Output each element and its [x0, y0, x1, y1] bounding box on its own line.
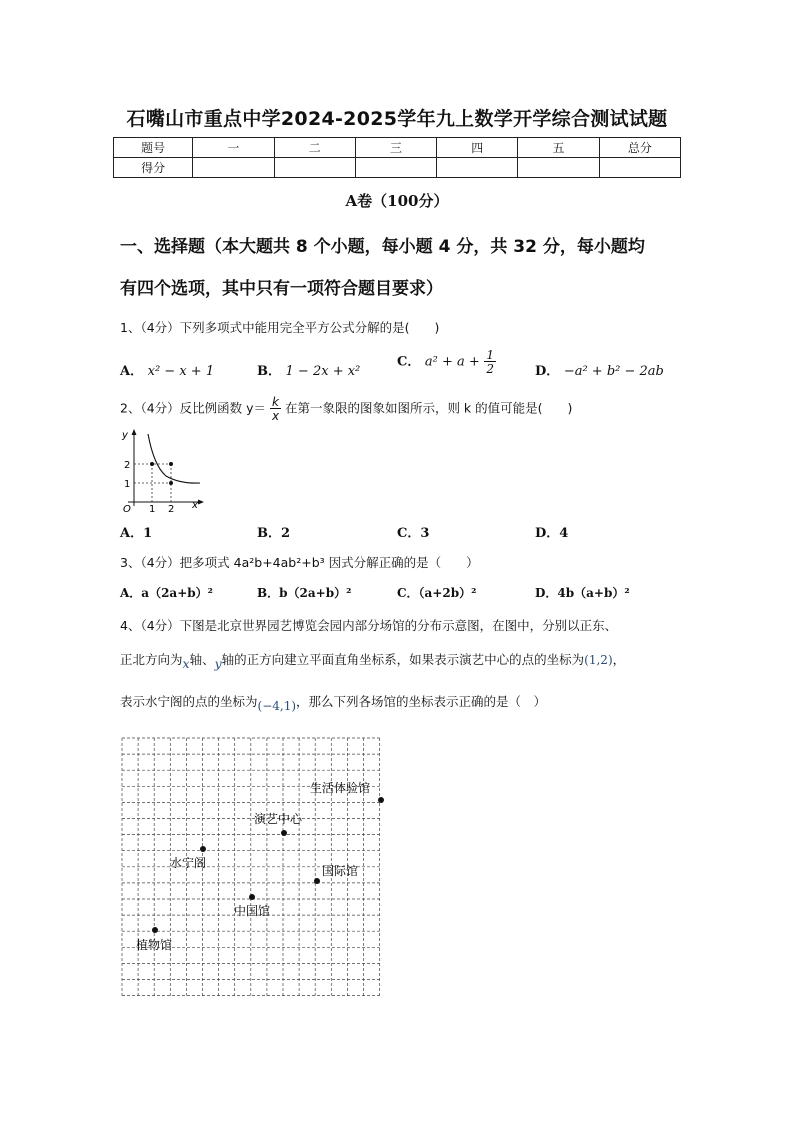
q2-graph [118, 426, 208, 514]
y-axis-label: y [122, 430, 128, 441]
q2-option-d: D．4 [535, 526, 569, 541]
venue-point-intl [314, 878, 320, 884]
option-label: B． [257, 364, 281, 379]
fraction-numerator: 1 [486, 348, 494, 362]
header-cell: 一 [193, 138, 274, 158]
part1-heading-line2: 有四个选项，其中只有一项符合题目要求） [120, 279, 443, 299]
q1-option-a [120, 360, 214, 379]
venue-map-grid [120, 736, 386, 998]
fraction-denominator: x [271, 409, 280, 423]
section-a-heading: A卷（100分） [345, 192, 449, 210]
q1-option-d [535, 360, 664, 379]
fraction [270, 396, 281, 422]
x-tick-2: 2 [168, 504, 175, 514]
q4-line2-text: 轴的正方向建立平面直角坐标系，如果表示演艺中心的点的坐标为 [221, 652, 585, 667]
score-table [113, 137, 681, 178]
venue-label-life: 生活体验馆 [310, 781, 371, 795]
y-axis-arrow [132, 429, 137, 435]
coordinate-shuining: (−4,1) [257, 699, 297, 713]
hyperbola-curve [148, 434, 200, 483]
score-cell[interactable] [355, 158, 436, 178]
option-label: C． [397, 354, 421, 370]
q2-stem-post: 在第一象限的图象如图所示，则 k 的值可能是( ) [284, 400, 573, 416]
venue-label-intl: 国际馆 [322, 864, 359, 878]
q4-line2-text: 正北方向为 [120, 652, 183, 667]
header-cell: 总分 [599, 138, 680, 158]
score-cell[interactable] [437, 158, 518, 178]
x-symbol: x [182, 656, 190, 671]
q2-option-c: C．3 [397, 526, 430, 541]
q4-line3-text: ，那么下列各场馆的坐标表示正确的是（ ） [296, 694, 547, 709]
q3-option-c: C．（a+2b）² [397, 586, 477, 600]
fraction-numerator: k [272, 395, 279, 409]
venue-point-life [378, 797, 384, 803]
header-cell: 题号 [114, 138, 193, 158]
exam-title: 石嘴山市重点中学2024-2025学年九上数学开学综合测试试题 [126, 108, 668, 130]
q1-option-b [257, 360, 360, 379]
q4-line2-text: ， [612, 652, 626, 667]
q4-line2 [120, 650, 680, 671]
y-tick-1: 1 [124, 479, 131, 490]
q3-stem: 3、（4分）把多项式 4a²b+4ab²+b³ 因式分解正确的是（ ） [120, 555, 479, 570]
option-label: A． [120, 364, 144, 379]
y-symbol: y [214, 656, 222, 671]
q3-option-a: A．a（2a+b）² [120, 586, 213, 600]
venue-point-shuining [200, 846, 206, 852]
q1-option-c [397, 349, 496, 375]
option-expression: a² + a + [424, 354, 480, 370]
y-tick-2: 2 [124, 460, 131, 471]
part1-heading-line1: 一、选择题（本大题共 8 个小题，每小题 4 分，共 32 分，每小题均 [120, 237, 645, 257]
fraction [484, 349, 496, 375]
header-cell: 五 [518, 138, 599, 158]
grid-point [169, 462, 173, 466]
option-expression: 1 − 2x + x² [285, 364, 361, 379]
score-cell[interactable] [518, 158, 599, 178]
header-cell: 四 [437, 138, 518, 158]
score-table-score-row [114, 158, 681, 178]
score-cell[interactable] [193, 158, 274, 178]
x-axis-arrow [198, 500, 204, 505]
q2-stem [120, 396, 720, 422]
score-table-header-row [114, 138, 681, 158]
venue-point-china [249, 894, 255, 900]
score-row-label: 得分 [114, 158, 193, 178]
venue-label-china: 中国馆 [234, 904, 271, 918]
q2-stem-pre: 2、（4分）反比例函数 y＝ [120, 400, 267, 416]
q1-stem: 1、（4分）下列多项式中能用完全平方公式分解的是( ) [120, 320, 440, 335]
fraction-denominator: 2 [486, 362, 494, 376]
q4-line3 [120, 692, 547, 713]
curve-point [150, 462, 154, 466]
option-expression: x² − x + 1 [147, 364, 215, 379]
header-cell: 二 [274, 138, 355, 158]
x-axis-label: x [192, 500, 198, 511]
venue-point-perform [281, 830, 287, 836]
coordinate-perform: (1,2) [584, 653, 613, 667]
venue-point-plant [152, 927, 158, 933]
header-cell: 三 [355, 138, 436, 158]
q2-option-a: A．1 [120, 526, 153, 541]
q4-line1: 4、（4分）下图是北京世界园艺博览会园内部分场馆的分布示意图，在图中，分别以正东、 [120, 618, 618, 633]
q3-option-b: B．b（2a+b）² [257, 586, 352, 600]
venue-label-perform: 演艺中心 [254, 812, 303, 826]
q3-option-d: D．4b（a+b）² [535, 586, 630, 600]
q4-line3-text: 表示水宁阁的点的坐标为 [120, 694, 258, 709]
score-cell[interactable] [599, 158, 680, 178]
origin-label: O [123, 504, 131, 514]
venue-label-plant: 植物馆 [136, 938, 173, 952]
score-cell[interactable] [274, 158, 355, 178]
x-tick-1: 1 [149, 504, 156, 514]
curve-point [169, 481, 173, 485]
venue-label-shuining: 水宁阁 [170, 856, 207, 870]
option-label: D． [535, 364, 560, 379]
option-expression: −a² + b² − 2ab [563, 364, 664, 379]
q2-option-b: B．2 [257, 526, 291, 541]
q4-line2-text: 轴、 [189, 652, 215, 667]
